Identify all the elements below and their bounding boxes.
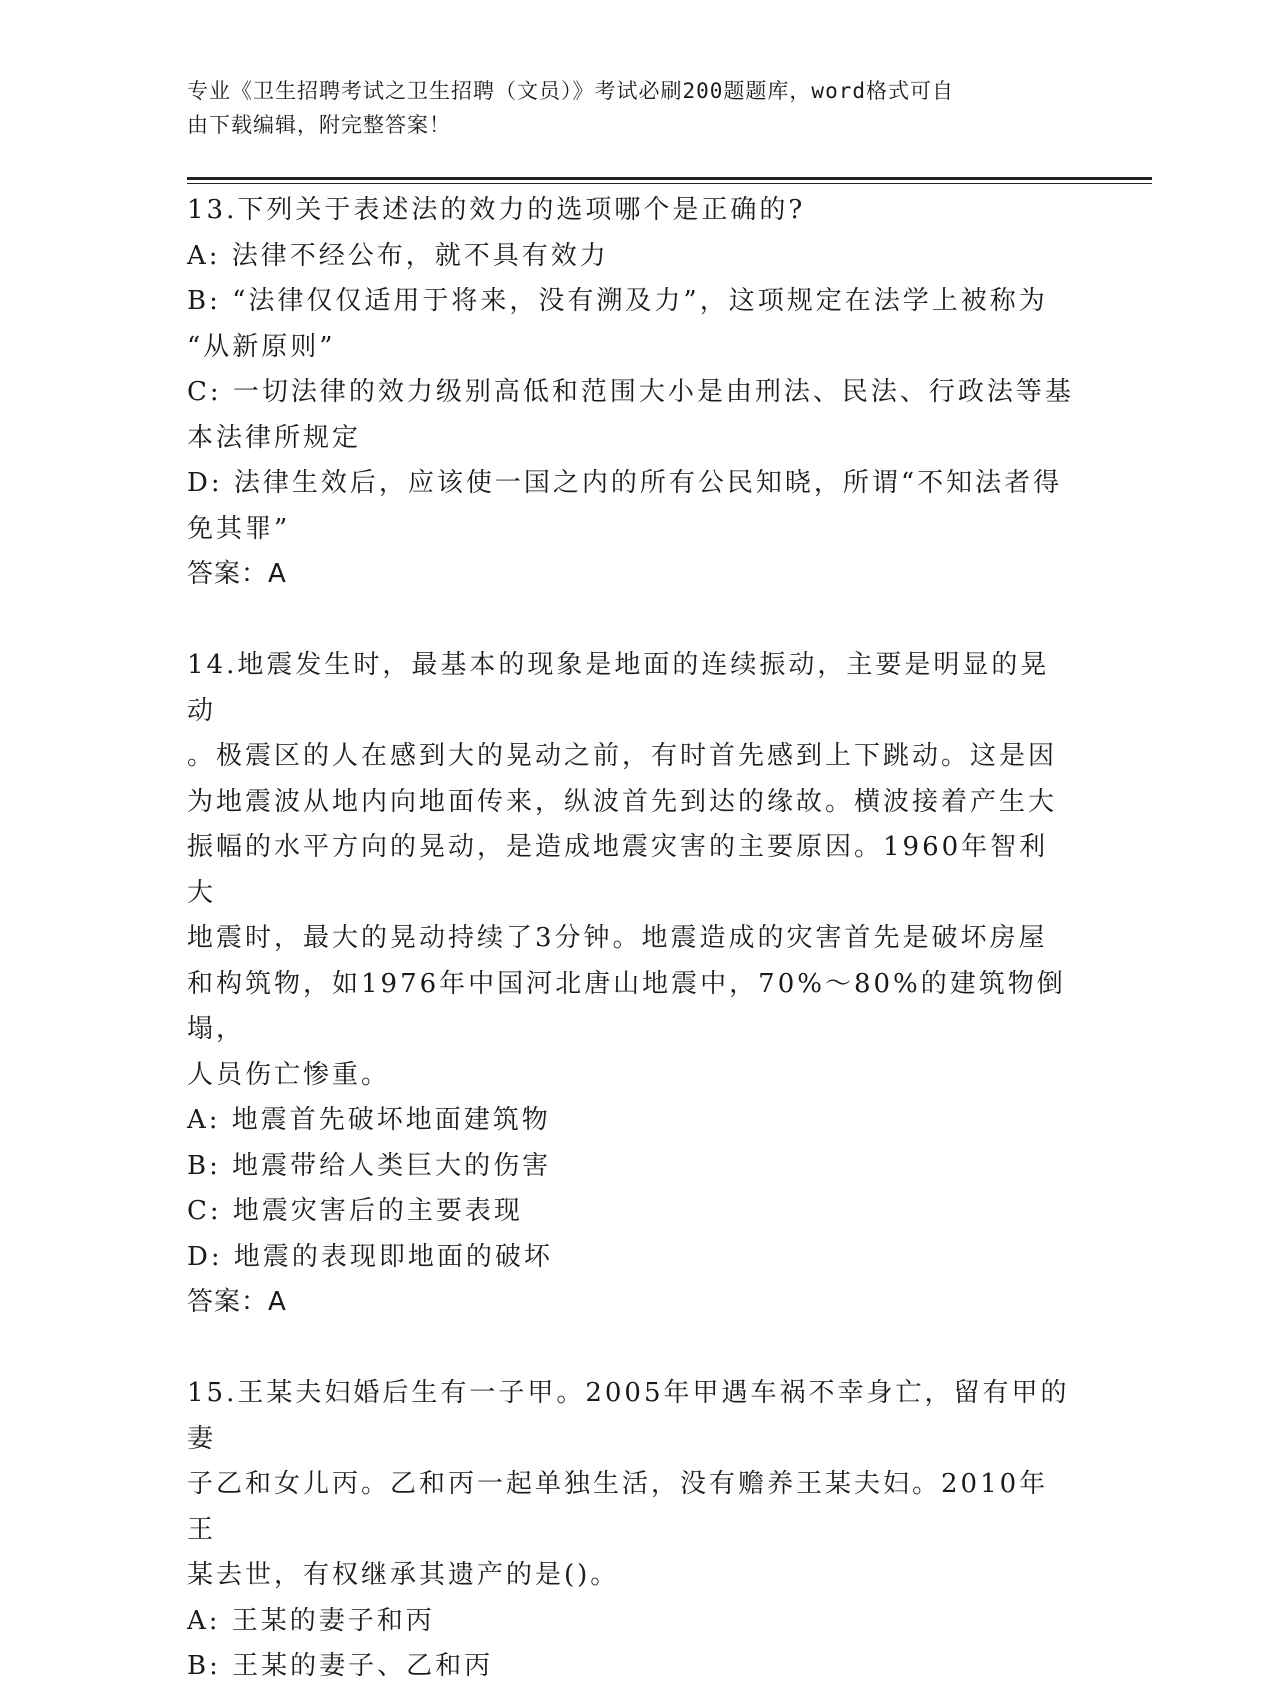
option-b: B: 王某的妻子、乙和丙 <box>187 1651 494 1681</box>
question-stem: 13.下列关于表述法的效力的选项哪个是正确的? <box>187 195 806 225</box>
question-stem: 14.地震发生时，最基本的现象是地面的连续振动，主要是明显的晃动 。极震区的人在感到大的晃动之前，有时首先感到上下跳动。这是因 为地震波从地内向地面传来，纵波首先到达的缘故。横波接着产生大 振幅的水平方向的晃动，是造成地震灾害的主要原因。1960年智利大 地震时，最大的晃动持续了3分钟。地震造成的灾害首先是破坏房屋 和构筑物，如1976年中国河北唐山地震中，70%～80%的建筑物倒塌， 人员伤亡惨重。 <box>187 650 1066 1090</box>
header-divider <box>187 177 1152 180</box>
option-c: C: 地震灾害后的主要表现 <box>187 1196 523 1226</box>
option-a: A: 王某的妻子和丙 <box>187 1605 435 1636</box>
spacer <box>187 1326 1077 1372</box>
header-line: 由下载编辑，附完整答案！ <box>187 113 451 137</box>
page-header <box>187 74 1067 142</box>
answer-label: 答案：A <box>187 1287 287 1317</box>
option-b: B: “法律仅仅适用于将来，没有溯及力”，这项规定在法学上被称为 “从新原则” <box>187 286 1048 362</box>
spacer <box>187 598 1077 644</box>
answer-label: 答案：A <box>187 559 287 589</box>
header-divider-thin <box>187 183 1152 184</box>
question-stem: 15.王某夫妇婚后生有一子甲。2005年甲遇车祸不幸身亡，留有甲的妻 子乙和女儿丙。乙和丙一起单独生活，没有赡养王某夫妇。2010年王 某去世，有权继承其遗产的是()。 <box>187 1378 1070 1590</box>
header-line: 专业《卫生招聘考试之卫生招聘（文员）》考试必刷200题题库，word格式可自 <box>187 79 954 103</box>
option-a: A: 法律不经公布，就不具有效力 <box>187 240 609 271</box>
question-15 <box>187 1371 1077 1690</box>
question-list <box>187 188 1077 1690</box>
option-d: D: 法律生效后，应该使一国之内的所有公民知晓，所谓“不知法者得 免其罪” <box>187 468 1063 544</box>
option-b: B: 地震带给人类巨大的伤害 <box>187 1150 552 1181</box>
question-14 <box>187 643 1077 1326</box>
option-a: A: 地震首先破坏地面建筑物 <box>187 1105 551 1135</box>
question-13 <box>187 188 1077 598</box>
option-d: D: 地震的表现即地面的破坏 <box>187 1241 553 1272</box>
option-c: C: 一切法律的效力级别高低和范围大小是由刑法、民法、行政法等基 本法律所规定 <box>187 377 1074 453</box>
